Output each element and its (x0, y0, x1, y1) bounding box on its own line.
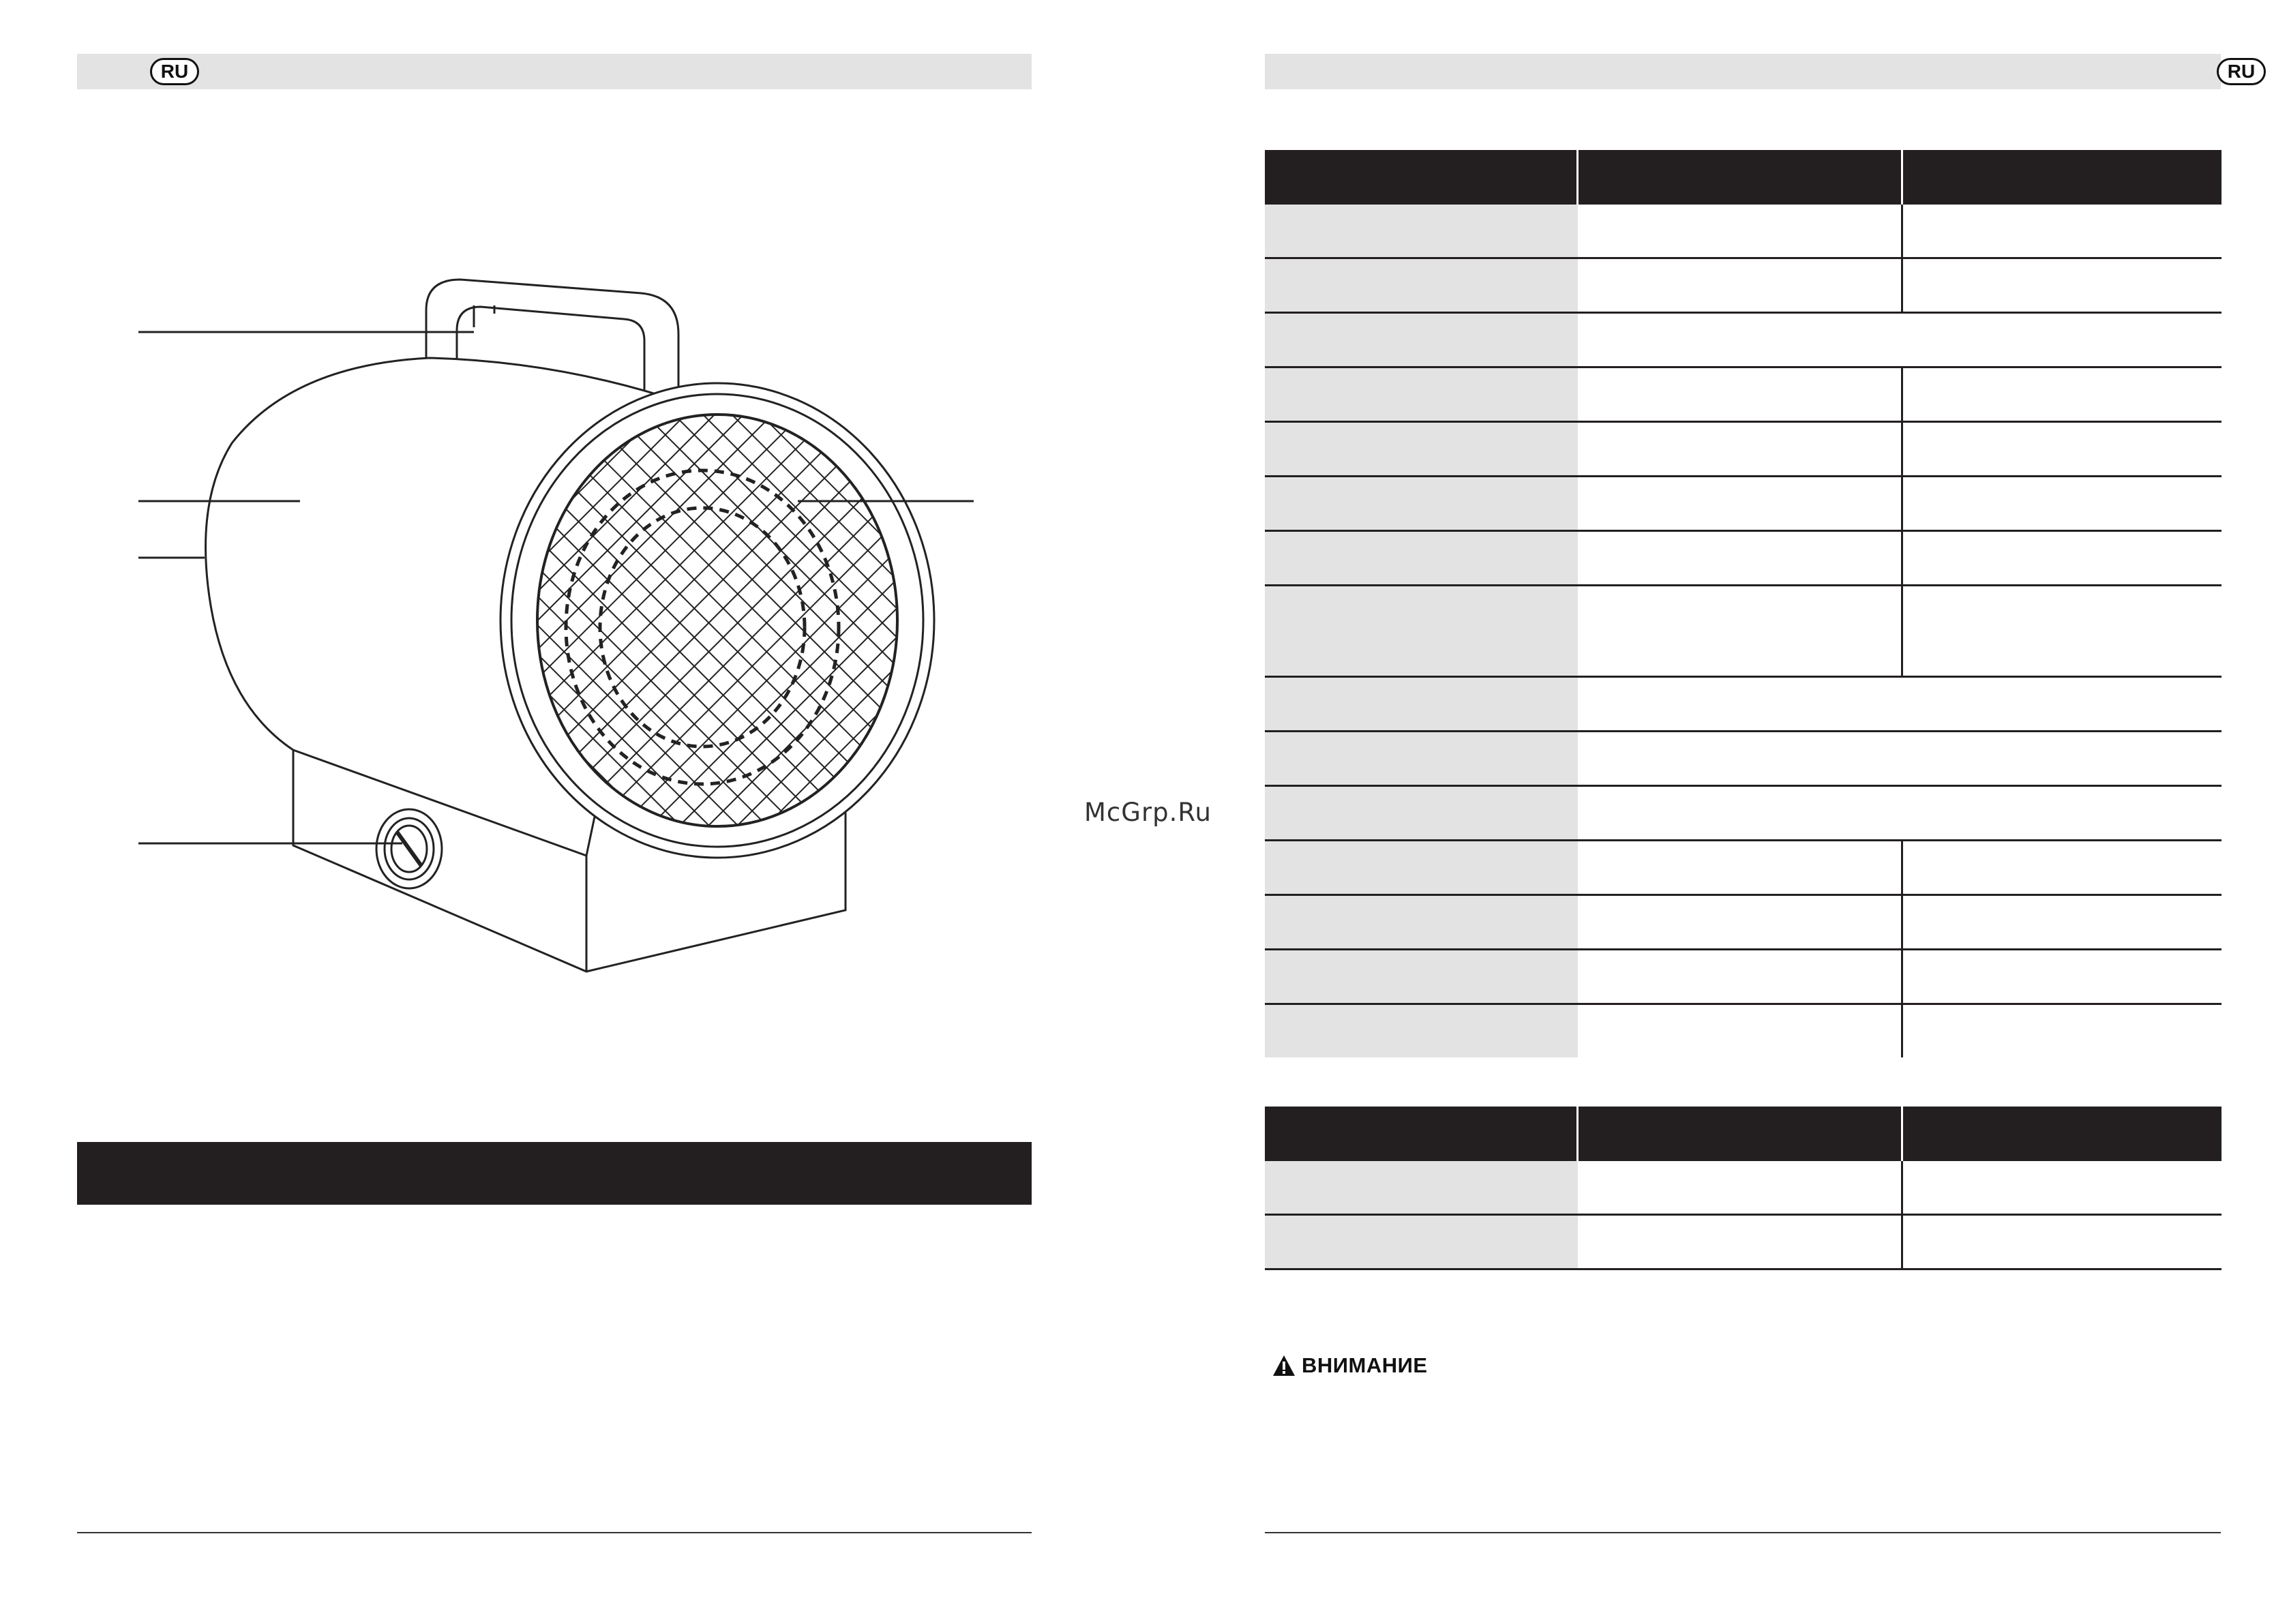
heater-illustration (77, 232, 991, 995)
header-cell (1578, 150, 1902, 205)
table-row (1265, 841, 2221, 895)
header-cell (1902, 1107, 2222, 1161)
row-label-cell (1265, 786, 1578, 841)
row-label-cell (1265, 422, 1578, 477)
row-label-cell (1265, 1161, 1578, 1215)
table-row (1265, 205, 2221, 258)
value-cell (1578, 950, 1902, 1004)
header-cell (1265, 150, 1578, 205)
header-cell (1578, 1107, 1902, 1161)
table-row (1265, 1161, 2221, 1215)
table-row (1265, 586, 2221, 677)
value-cell (1578, 1004, 1902, 1058)
row-label-cell (1265, 531, 1578, 586)
table-row (1265, 422, 2221, 477)
row-label-cell (1265, 950, 1578, 1004)
value-cell (1902, 895, 2222, 950)
value-cell (1578, 1215, 1902, 1269)
table-row (1265, 477, 2221, 531)
table-row (1265, 677, 2221, 732)
value-cell (1578, 367, 1902, 422)
warning-heading (1272, 1353, 1428, 1378)
page-header-bar (77, 54, 1032, 89)
table-header-row (1265, 150, 2221, 205)
value-cell (1902, 1004, 2222, 1058)
header-cell (1265, 1107, 1578, 1161)
value-cell (1902, 205, 2222, 258)
value-cell (1578, 422, 1902, 477)
page-header-bar (1265, 54, 2256, 89)
value-cell (1902, 477, 2222, 531)
protective-grille (537, 415, 897, 826)
value-cell (1902, 422, 2222, 477)
control-knob (376, 809, 442, 888)
table-row (1265, 258, 2221, 313)
warning-triangle-icon (1272, 1354, 1296, 1377)
row-label-cell (1265, 477, 1578, 531)
specifications-table (1265, 150, 2221, 1057)
heater-front (500, 383, 934, 858)
table-row (1265, 786, 2221, 841)
row-label-cell (1265, 367, 1578, 422)
table-row (1265, 1004, 2221, 1058)
value-cell (1578, 732, 2222, 786)
value-cell (1578, 841, 1902, 895)
warning-label: ВНИМАНИЕ (1302, 1353, 1428, 1377)
footer-rule (77, 1532, 1032, 1533)
value-cell (1902, 1215, 2222, 1269)
value-cell (1902, 1161, 2222, 1215)
row-label-cell (1265, 1004, 1578, 1058)
value-cell (1578, 531, 1902, 586)
table-row (1265, 732, 2221, 786)
value-cell (1578, 586, 1902, 677)
row-label-cell (1265, 677, 1578, 732)
row-label-cell (1265, 1215, 1578, 1269)
row-label-cell (1265, 258, 1578, 313)
value-cell (1578, 477, 1902, 531)
value-cell (1578, 258, 1902, 313)
language-badge: RU (150, 58, 199, 85)
row-label-cell (1265, 732, 1578, 786)
table-header-row (1265, 1107, 2221, 1161)
row-label-cell (1265, 895, 1578, 950)
watermark: McGrp.Ru (1084, 798, 1212, 827)
language-badge: RU (2217, 58, 2266, 85)
value-cell (1578, 205, 1902, 258)
section-heading-bar (77, 1142, 1032, 1205)
value-cell (1902, 367, 2222, 422)
value-cell (1578, 313, 2222, 367)
right-page (1146, 0, 2289, 1624)
footer-rule (1265, 1532, 2221, 1533)
table-row (1265, 895, 2221, 950)
value-cell (1902, 586, 2222, 677)
row-label-cell (1265, 586, 1578, 677)
row-label-cell (1265, 205, 1578, 258)
value-cell (1578, 677, 2222, 732)
header-cell (1902, 150, 2222, 205)
table-row (1265, 313, 2221, 367)
table-row (1265, 950, 2221, 1004)
value-cell (1902, 531, 2222, 586)
table-row (1265, 531, 2221, 586)
value-cell (1902, 841, 2222, 895)
value-cell (1578, 1161, 1902, 1215)
value-cell (1902, 258, 2222, 313)
row-label-cell (1265, 841, 1578, 895)
row-label-cell (1265, 313, 1578, 367)
value-cell (1578, 786, 2222, 841)
value-cell (1902, 950, 2222, 1004)
table-row (1265, 1215, 2221, 1269)
value-cell (1578, 895, 1902, 950)
secondary-table (1265, 1107, 2221, 1270)
table-row (1265, 367, 2221, 422)
